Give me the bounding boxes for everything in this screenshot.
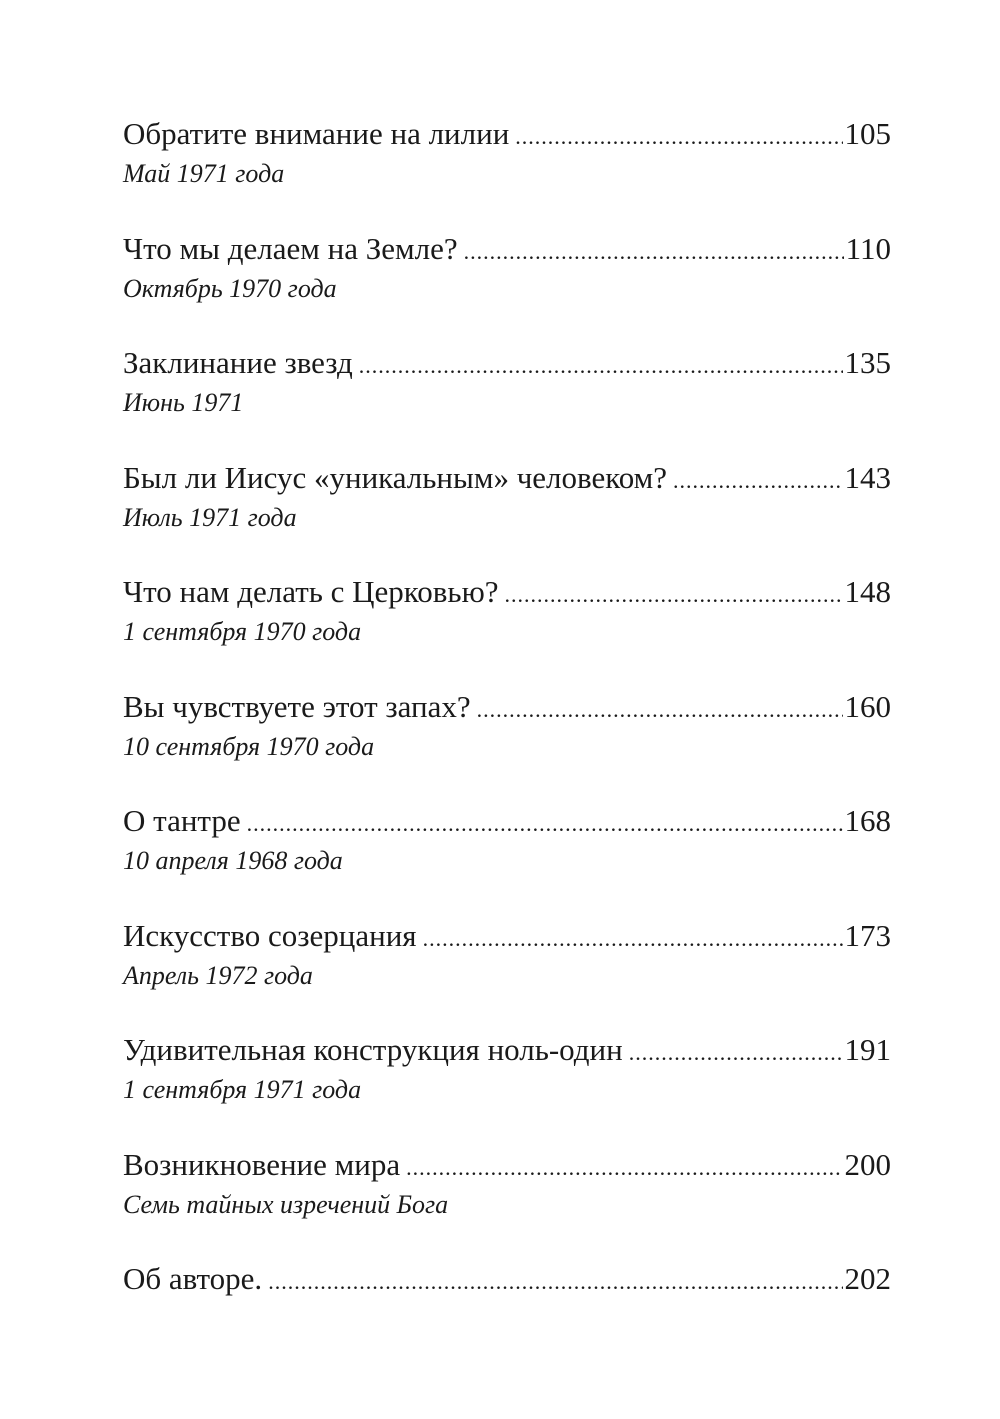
toc-page-number: 202 (844, 1261, 891, 1296)
toc-entry-date: Июль 1971 года (123, 502, 297, 532)
toc-page-number: 105 (844, 116, 891, 151)
dot-leader (629, 1031, 843, 1075)
toc-entry-date: 10 апреля 1968 года (123, 846, 343, 875)
toc-line (123, 1143, 891, 1190)
toc-entry-title[interactable]: Искусство созерцания (123, 917, 417, 953)
toc-entry-subtitle: Семь тайных изречений Бога (123, 1189, 449, 1219)
toc-entry-title[interactable]: Обратите внимание на лилии (123, 116, 510, 151)
dot-leader (406, 1146, 842, 1190)
toc-entry-title[interactable]: О тантре (123, 803, 241, 838)
toc-entry[interactable] (123, 799, 891, 914)
toc-entry-date: 1 сентября 1970 года (123, 617, 362, 646)
toc-line (123, 685, 891, 732)
toc-entry-title[interactable]: Заклинание звезд (123, 345, 353, 380)
toc-entry[interactable] (123, 570, 891, 685)
toc-entry-title[interactable]: Был ли Иисус «уникальным» человеком? (123, 459, 667, 495)
toc-entry-title[interactable]: Возникновение мира (123, 1146, 401, 1182)
toc-page-number: 173 (844, 917, 891, 953)
toc-entry-title[interactable]: Удивительная конструкция ноль-один (123, 1032, 623, 1067)
toc-page-number: 110 (845, 230, 891, 266)
toc-entry[interactable] (123, 1143, 891, 1258)
toc-entry-date: Октябрь 1970 года (123, 273, 337, 303)
toc-entry[interactable] (123, 227, 891, 342)
toc-entry-date: 1 сентября 1971 года (123, 1075, 362, 1104)
toc-line (123, 456, 891, 503)
toc-entry[interactable] (123, 685, 891, 800)
toc-entry[interactable] (123, 914, 891, 1029)
dot-leader (477, 688, 843, 732)
toc-line (123, 799, 891, 846)
toc-entry-title[interactable]: Об авторе. (123, 1261, 263, 1296)
toc-page-number: 160 (844, 688, 891, 724)
toc-line (123, 570, 891, 617)
toc-page-number: 135 (844, 345, 891, 380)
toc-entry-date: 10 сентября 1970 года (123, 731, 375, 761)
toc-page-number: 148 (844, 574, 891, 609)
toc-entry-date: Апрель 1972 года (123, 960, 313, 990)
toc-line (123, 1257, 891, 1304)
toc-line (123, 227, 891, 274)
toc-entry-title[interactable]: Что мы делаем на Земле? (123, 230, 458, 266)
toc-page-number: 168 (844, 803, 891, 838)
toc-entry[interactable] (123, 1028, 891, 1143)
dot-leader (673, 459, 843, 503)
toc-page-number: 200 (844, 1146, 891, 1182)
dot-leader (464, 230, 844, 274)
dot-leader (504, 573, 842, 617)
dot-leader (247, 802, 843, 846)
dot-leader (515, 115, 842, 159)
toc-page-number: 143 (844, 459, 891, 495)
toc-line (123, 341, 891, 388)
toc-entry[interactable] (123, 341, 891, 456)
dot-leader (268, 1260, 842, 1304)
toc-entry[interactable] (123, 112, 891, 227)
toc-line (123, 914, 891, 961)
table-of-contents (123, 112, 891, 1372)
dot-leader (423, 917, 843, 961)
toc-line (123, 112, 891, 159)
toc-entry-title[interactable]: Что нам делать с Церковью? (123, 574, 499, 609)
toc-entry-title[interactable]: Вы чувствуете этот запах? (123, 688, 471, 724)
toc-entry-date: Май 1971 года (123, 159, 285, 188)
toc-page-number: 191 (844, 1032, 891, 1067)
toc-entry[interactable] (123, 1257, 891, 1372)
dot-leader (359, 344, 843, 388)
toc-line (123, 1028, 891, 1075)
toc-entry-date: Июнь 1971 (123, 388, 244, 417)
toc-entry[interactable] (123, 456, 891, 571)
